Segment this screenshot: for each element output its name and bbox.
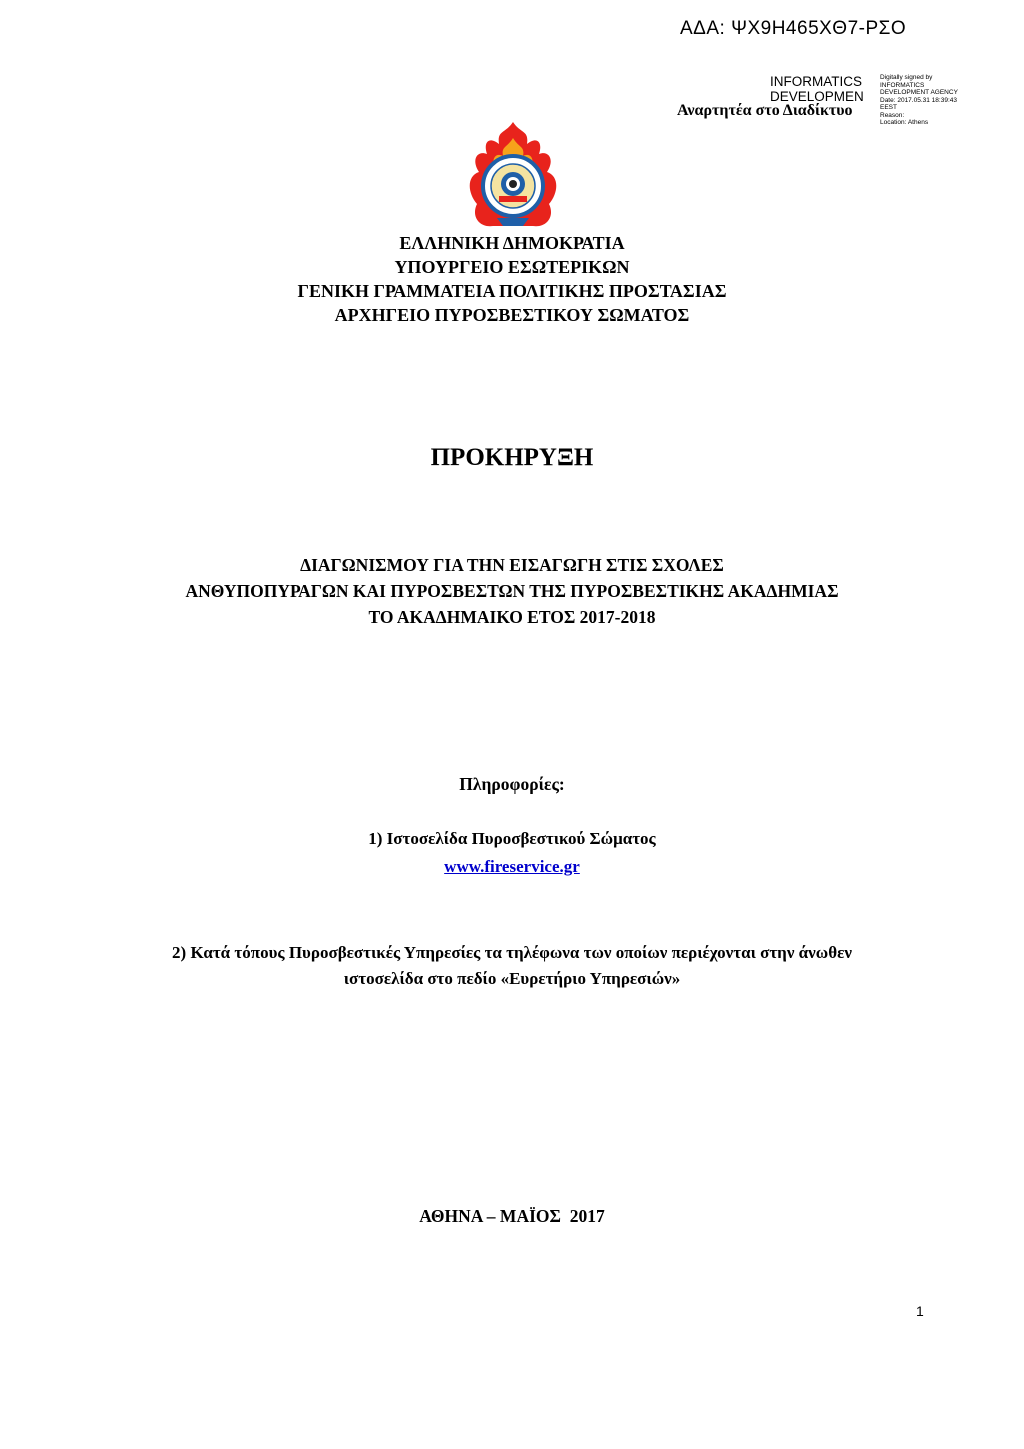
subtitle-line: ΑΝΘΥΠΟΠΥΡΑΓΩΝ ΚΑΙ ΠΥΡΟΣΒΕΣΤΩΝ ΤΗΣ ΠΥΡΟΣΒΕΣΤΙΚΗΣ ΑΚΑΔΗΜΙΑΣ <box>185 581 839 601</box>
info-link-row <box>0 857 1024 877</box>
subtitle-line: ΔΙΑΓΩΝΙΣΜΟΥ ΓΙΑ ΤΗΝ ΕΙΣΑΓΩΓΗ ΣΤΙΣ ΣΧΟΛΕΣ <box>300 555 724 575</box>
signature-name-line2: DEVELOPMEN <box>770 89 864 104</box>
info-website-item: 1) Ιστοσελίδα Πυροσβεστικού Σώματος <box>368 829 656 848</box>
org-line-headquarters: ΑΡΧΗΓΕΙΟ ΠΥΡΟΣΒΕΣΤΙΚΟΥ ΣΩΜΑΤΟΣ <box>334 305 690 325</box>
signature-detail: Location: Athens <box>880 119 929 126</box>
subtitle-line: ΤΟ ΑΚΑΔΗΜΑΙΚΟ ΕΤΟΣ 2017-2018 <box>368 607 656 627</box>
place-date: ΑΘΗΝΑ – ΜΑΪΟΣ 2017 <box>419 1206 605 1226</box>
signature-detail: EEST <box>880 104 897 111</box>
info-label: Πληροφορίες: <box>459 774 565 794</box>
signature-detail: Reason: <box>880 111 905 119</box>
digital-signature-name <box>770 74 864 104</box>
fire-service-emblem-icon <box>463 120 563 232</box>
signature-detail: INFORMATICS <box>880 81 925 89</box>
organization-header <box>0 231 1024 327</box>
org-line-republic: ΕΛΛΗΝΙΚΗ ΔΗΜΟΚΡΑΤΙΑ <box>399 233 625 253</box>
signature-name-line1: INFORMATICS <box>770 74 862 89</box>
ada-code: ΑΔΑ: ΨΧ9Η465ΧΘ7-ΡΣΟ <box>680 18 907 39</box>
posting-note: Αναρτητέα στο Διαδίκτυο <box>677 102 853 119</box>
fireservice-link[interactable]: www.fireservice.gr <box>444 857 580 876</box>
org-line-secretariat: ΓΕΝΙΚΗ ΓΡΑΜΜΑΤΕΙΑ ΠΟΛΙΤΙΚΗΣ ΠΡΟΣΤΑΣΙΑΣ <box>297 281 727 301</box>
document-subtitle <box>0 552 1024 630</box>
signature-detail: Date: 2017.05.31 18:39:43 <box>880 96 957 104</box>
signature-detail: DEVELOPMENT AGENCY <box>880 89 958 96</box>
signature-detail: Digitally signed by <box>880 74 933 81</box>
info-services-item <box>0 940 1024 992</box>
page-number: 1 <box>916 1303 924 1319</box>
services-line: 2) Κατά τόπους Πυροσβεστικές Υπηρεσίες τα τηλέφωνα των οποίων περιέχονται στην άνωθεν <box>172 943 852 962</box>
document-title: ΠΡΟΚΗΡΥΞΗ <box>430 444 594 471</box>
services-line: ιστοσελίδα στο πεδίο «Ευρετήριο Υπηρεσιών» <box>343 969 681 988</box>
digital-signature-details <box>880 74 1000 127</box>
org-line-ministry: ΥΠΟΥΡΓΕΙΟ ΕΣΩΤΕΡΙΚΩΝ <box>394 257 630 277</box>
